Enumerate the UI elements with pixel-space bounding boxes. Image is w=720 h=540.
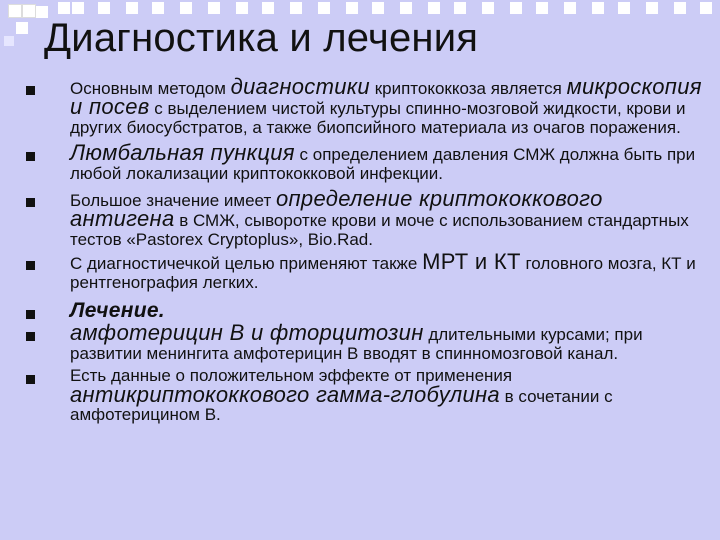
emphasis-text: микроскопия и посев <box>70 74 702 120</box>
decor-square <box>400 2 412 14</box>
bullet-item-lumbar-puncture <box>26 140 706 183</box>
decor-square <box>674 2 686 14</box>
decor-square <box>98 2 110 14</box>
decor-square <box>564 2 576 14</box>
decor-square <box>346 2 358 14</box>
decor-square <box>126 2 138 14</box>
bullet-text: Большое значение имеет <box>70 191 276 211</box>
bullet-text: криптококкоза является <box>369 79 567 98</box>
bullet-text: в сочетании с амфотерицином В. <box>70 386 613 425</box>
bullet-item-antigen <box>26 186 706 249</box>
decor-square <box>318 2 330 14</box>
decor-square <box>8 4 22 18</box>
bullet-item-treatment-heading <box>26 299 706 323</box>
square-bullet-icon <box>26 375 35 384</box>
decor-square <box>290 2 302 14</box>
bullet-text: длительными курсами; при развитии менингита амфотерицин В вводят в спинномозговой канал. <box>70 325 643 363</box>
square-bullet-icon <box>26 261 35 270</box>
decor-square <box>180 2 192 14</box>
square-bullet-icon <box>26 198 35 207</box>
decor-square <box>16 22 28 34</box>
bullet-text: в СМЖ, сыворотке крови и моче с использованием стандартных тестов «Pastorex Cryptoplus», Bio.Rad. <box>70 211 689 249</box>
decor-square <box>510 2 522 14</box>
square-bullet-icon <box>26 86 35 95</box>
bullet-text: головного мозга, КТ и рентгенография легких. <box>70 254 696 292</box>
decor-square <box>592 2 604 14</box>
decor-square <box>4 36 14 46</box>
decor-square <box>646 2 658 14</box>
square-bullet-icon <box>26 310 35 319</box>
decor-square <box>22 4 36 18</box>
bullet-text: Основным методом <box>70 79 231 98</box>
bullet-item-diagnostics <box>26 74 706 137</box>
emphasis-text: амфотерицин В и фторцитозин <box>70 320 424 346</box>
bullet-list <box>26 74 706 425</box>
emphasis-text: МРТ и КТ <box>422 249 521 275</box>
decor-square <box>454 2 466 14</box>
bullet-item-gamma-globulin <box>26 367 706 424</box>
bullet-text: Есть данные о положительном эффекте от применения <box>70 366 513 386</box>
decor-square <box>262 2 274 14</box>
slide-title: Диагностика и лечения <box>44 16 479 60</box>
decor-square <box>58 2 70 14</box>
decor-square <box>208 2 220 14</box>
square-bullet-icon <box>26 152 35 161</box>
decor-square <box>618 2 630 14</box>
decor-square <box>482 2 494 14</box>
decor-square <box>428 2 440 14</box>
decor-square <box>236 2 248 14</box>
bullet-item-amphotericin <box>26 320 706 363</box>
decor-square <box>152 2 164 14</box>
emphasis-text: антикриптококкового гамма-глобулина <box>70 381 500 407</box>
bullet-text: с выделением чистой культуры спинно-мозговой жидкости, крови и других биосубстратов, а также биопсийного материала из очагов поражения. <box>70 99 686 137</box>
square-bullet-icon <box>26 332 35 341</box>
emphasis-text: Лечение. <box>70 299 165 323</box>
decor-square <box>72 2 84 14</box>
decor-square <box>372 2 384 14</box>
decor-square <box>700 2 712 14</box>
bullet-text: С диагностичечкой целью применяют также <box>70 254 423 274</box>
decor-square <box>536 2 548 14</box>
emphasis-text: диагностики <box>230 74 370 99</box>
bullet-text: с определением давления СМЖ должна быть при любой локализации криптококковой инфекции. <box>70 145 696 183</box>
emphasis-text: Люмбальная пункция <box>70 140 295 166</box>
emphasis-text: определение криптококкового антигена <box>70 186 603 232</box>
bullet-item-imaging <box>26 249 706 292</box>
